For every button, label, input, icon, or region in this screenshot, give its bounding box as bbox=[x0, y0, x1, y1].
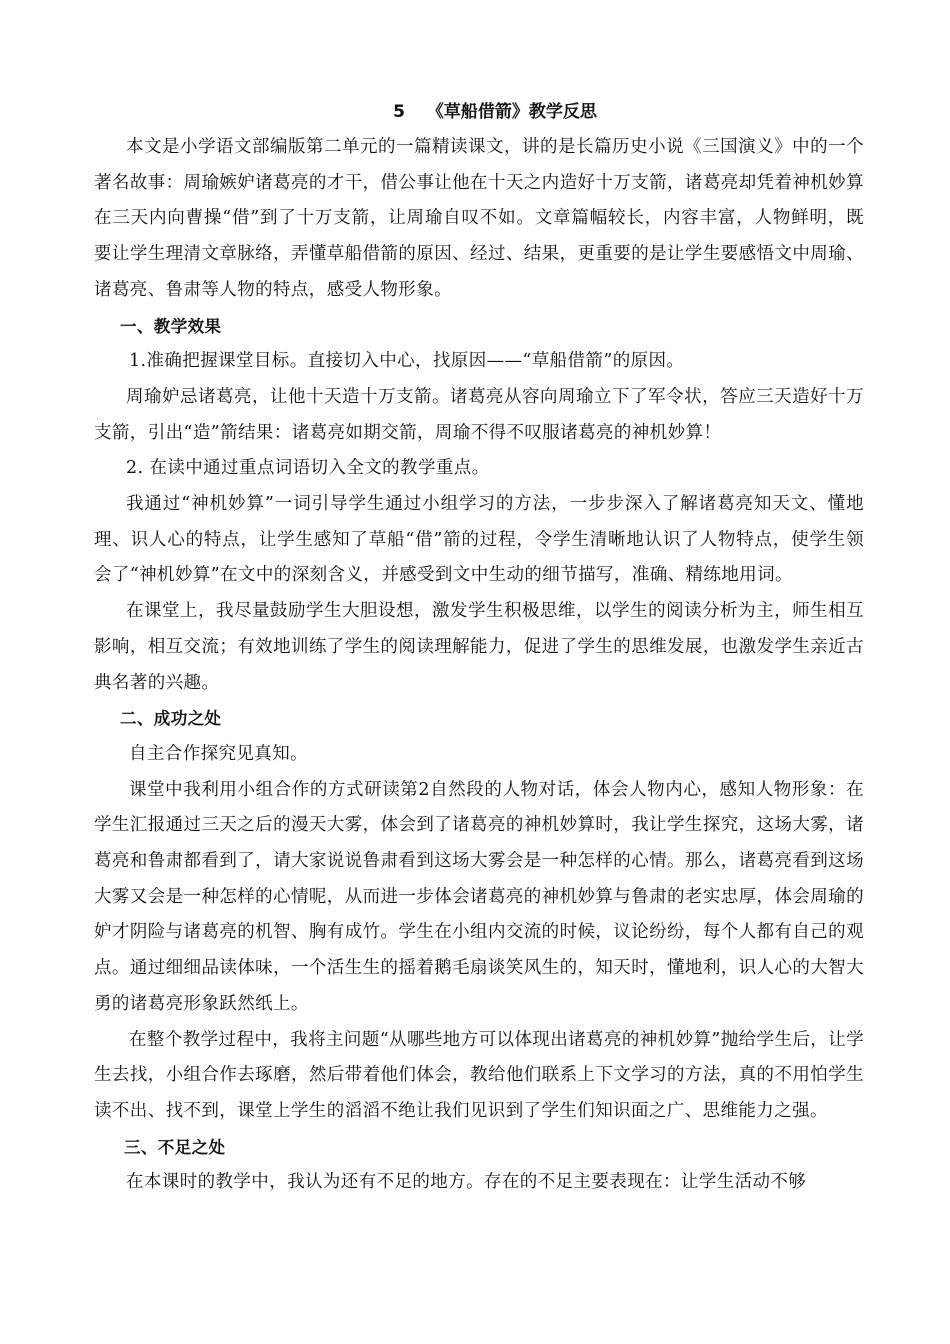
success-point-1: 自主合作探究见真知。 bbox=[129, 743, 308, 764]
section-heading-shortcomings: 三、不足之处 bbox=[124, 1137, 226, 1157]
intro-paragraph: 本文是小学语文部编版第二单元的一篇精读课文，讲的是长篇历史小说《三国演义》中的一个著名故事：周瑜嫉妒诸葛亮的才干，借公事让他在十天之内造好十万支箭，诸葛亮却凭着神机妙算在三天内向曹操“借”到了十万支箭，让周瑜自叹不如。文章篇幅较长，内容丰富，人物鲜明，既要让学生理清文章脉络，弄懂草船借箭的原因、经过、结果，更重要的是让学生要感悟文中周瑜、诸葛亮、鲁肃等人物的特点，感受人物形象。 bbox=[94, 137, 864, 300]
effect-point-2: 2. 在读中通过重点词语切入全文的教学重点。 bbox=[126, 458, 490, 479]
effect-paragraph-1: 周瑜妒忌诸葛亮，让他十天造十万支箭。诸葛亮从容向周瑜立下了军令状，答应三天造好十万支箭，引出“造”箭结果：诸葛亮如期交箭，周瑜不得不叹服诸葛亮的神机妙算！ bbox=[94, 386, 864, 443]
shortcomings-paragraph-1: 在本课时的教学中，我认为还有不足的地方。存在的不足主要表现在：让学生活动不够 bbox=[126, 1172, 807, 1193]
success-paragraph-1: 课堂中我利用小组合作的方式研读第2自然段的人物对话，体会人物内心，感知人物形象：在学生汇报通过三天之后的漫天大雾，体会到了诸葛亮的神机妙算时，我让学生探究，这场大雾，诸葛亮和鲁肃都看到了，请大家说说鲁肃看到这场大雾会是一种怎样的心情。那么，诸葛亮看到这场大雾又会是一种怎样的心情呢，从而进一步体会诸葛亮的神机妙算与鲁肃的老实忠厚，体会周瑜的妒才阴险与诸葛亮的机智、胸有成竹。学生在小组内交流的时候，议论纷纷，每个人都有自己的观点。通过细细品读体味，一个活生生的摇着鹅毛扇谈笑风生的，知天时，懂地利，识人心的大智大勇的诸葛亮形象跃然纸上。 bbox=[94, 779, 864, 1014]
success-paragraph-2: 在整个教学过程中，我将主问题“从哪些地方可以体现出诸葛亮的神机妙算”抛给学生后，让学生去找，小组合作去琢磨，然后带着他们体会，教给他们联系上下文学习的方法，真的不用怕学生读不出、找不到，课堂上学生的滔滔不绝让我们见识到了学生们知识面之广、思维能力之强。 bbox=[94, 1029, 864, 1121]
effect-point-1: 1.准确把握课堂目标。直接切入中心，找原因——“草船借箭”的原因。 bbox=[129, 351, 685, 372]
document-body bbox=[94, 130, 864, 1201]
page-title bbox=[0, 100, 950, 124]
section-heading-teaching-effect: 一、教学效果 bbox=[120, 316, 222, 336]
title-text: 《草船借箭》教学反思 bbox=[426, 102, 597, 122]
section-heading-success: 二、成功之处 bbox=[120, 709, 222, 729]
effect-paragraph-3: 在课堂上，我尽量鼓励学生大胆设想，激发学生积极思维，以学生的阅读分析为主，师生相互影响，相互交流；有效地训练了学生的阅读理解能力，促进了学生的思维发展，也激发学生亲近古典名著的兴趣。 bbox=[94, 601, 864, 693]
effect-paragraph-2: 我通过“神机妙算”一词引导学生通过小组学习的方法，一步步深入了解诸葛亮知天文、懂地理、识人心的特点，让学生感知了草船“借”箭的过程，令学生清晰地认识了人物特点，使学生领会了“神机妙算”在文中的深刻含义，并感受到文中生动的细节描写，准确、精练地用词。 bbox=[94, 494, 864, 586]
title-number: 5 bbox=[393, 102, 405, 122]
